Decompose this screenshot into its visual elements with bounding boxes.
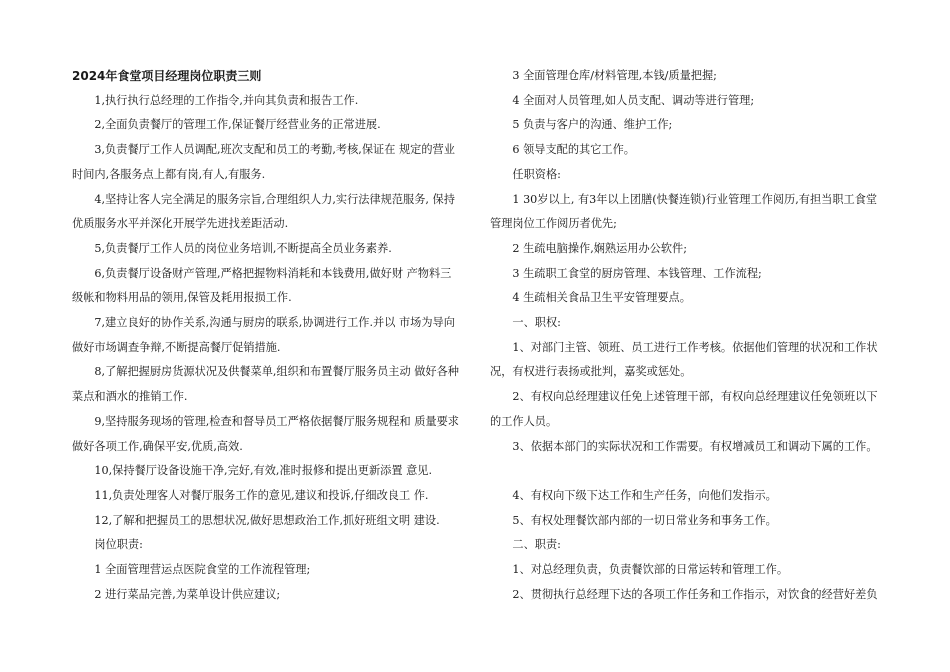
paragraph: 1,执行执行总经理的工作指令,并向其负责和报告工作. — [94, 93, 359, 107]
paragraph: 岗位职责: — [94, 538, 143, 552]
paragraph: 1、对部门主管、领班、员工进行工作考核。依据他们管理的状况和工作状况，有权进行表扬或批判，嘉奖或惩处。 — [490, 340, 878, 379]
paragraph: 3,负责餐厅工作人员调配,班次支配和员工的考勤,考核,保证在 规定的营业时间内,各服务点上都有岗,有人,有服务. — [72, 143, 455, 181]
paragraph: 1 30岁以上, 有3年以上团膳(快餐连锁)行业管理工作阅历,有担当职工食堂管理岗位工作阅历者优先; — [490, 192, 878, 231]
paragraph: 4 全面对人员管理,如人员支配、调动等进行管理; — [512, 93, 755, 107]
paragraph: 2 生疏电脑操作,娴熟运用办公软件; — [512, 241, 688, 255]
paragraph: 5,负责餐厅工作人员的岗位业务培训,不断提高全员业务素养. — [94, 241, 392, 255]
paragraph: 6 领导支配的其它工作。 — [512, 143, 635, 157]
paragraph: 2 进行菜品完善,为菜单设计供应建议; — [94, 587, 281, 601]
paragraph: 7,建立良好的协作关系,沟通与厨房的联系,协调进行工作.并以 市场为导向做好市场调查争辩,不断提高餐厅促销措施. — [72, 316, 455, 354]
paragraph: 2、贯彻执行总经理下达的各项工作任务和工作指示，对饮食的经营好差负 — [512, 587, 878, 601]
paragraph: 3 生疏职工食堂的厨房管理、本钱管理、工作流程; — [512, 266, 762, 280]
paragraph: 4 生疏相关食品卫生平安管理要点。 — [512, 291, 691, 305]
paragraph: 8,了解把握厨房货源状况及供餐菜单,组织和布置餐厅服务员主动 做好各种菜点和酒水的推销工作. — [72, 365, 459, 404]
paragraph: 12,了解和把握员工的思想状况,做好思想政治工作,抓好班组文明 建设. — [94, 513, 440, 527]
blank-line — [490, 459, 880, 484]
paragraph: 10,保持餐厅设备设施干净,完好,有效,准时报修和提出更新添置 意见. — [94, 464, 433, 478]
paragraph: 9,坚持服务现场的管理,检查和督导员工严格依据餐厅服务规程和 质量要求做好各项工作,确保平安,优质,高效. — [72, 414, 459, 453]
paragraph: 5 负责与客户的沟通、维护工作; — [512, 118, 673, 132]
document-title: 2024年食堂项目经理岗位职责三则 — [72, 69, 262, 83]
paragraph: 6,负责餐厅设备财产管理,严格把握物料消耗和本钱费用,做好财 产物料三级帐和物料用品的领用,保管及耗用报损工作. — [72, 266, 452, 305]
paragraph: 2、有权向总经理建议任免上述管理干部，有权向总经理建议任免领班以下的工作人员。 — [490, 390, 878, 428]
paragraph: 2,全面负责餐厅的管理工作,保证餐厅经营业务的正常进展. — [94, 118, 381, 132]
paragraph: 任职资格: — [512, 167, 561, 181]
paragraph: 二、职责: — [512, 538, 561, 552]
paragraph: 4,坚持让客人完全满足的服务宗旨,合理组织人力,实行法律规范服务, 保持优质服务水平并深化开展学先进找差距活动. — [72, 192, 455, 231]
right-paragraph-list-b — [490, 484, 880, 608]
paragraph: 5、有权处理餐饮部内部的一切日常业务和事务工作。 — [512, 513, 777, 527]
paragraph: 3 全面管理仓库/材料管理,本钱/质量把握; — [512, 69, 717, 82]
paragraph: 1、对总经理负责，负责餐饮部的日常运转和管理工作。 — [512, 563, 789, 577]
paragraph: 4、有权向下级下达工作和生产任务，向他们发指示。 — [512, 488, 777, 502]
right-paragraph-list-a — [490, 64, 880, 459]
right-column — [490, 64, 880, 607]
paragraph: 一、职权: — [512, 316, 561, 330]
left-paragraph-list — [72, 89, 462, 608]
paragraph: 1 全面管理营运点医院食堂的工作流程管理; — [94, 563, 311, 577]
paragraph: 11,负责处理客人对餐厅服务工作的意见,建议和投诉,仔细改良工 作. — [94, 488, 429, 502]
paragraph: 3、依据本部门的实际状况和工作需要。有权增减员工和调动下属的工作。 — [512, 439, 878, 453]
left-column — [72, 64, 462, 607]
